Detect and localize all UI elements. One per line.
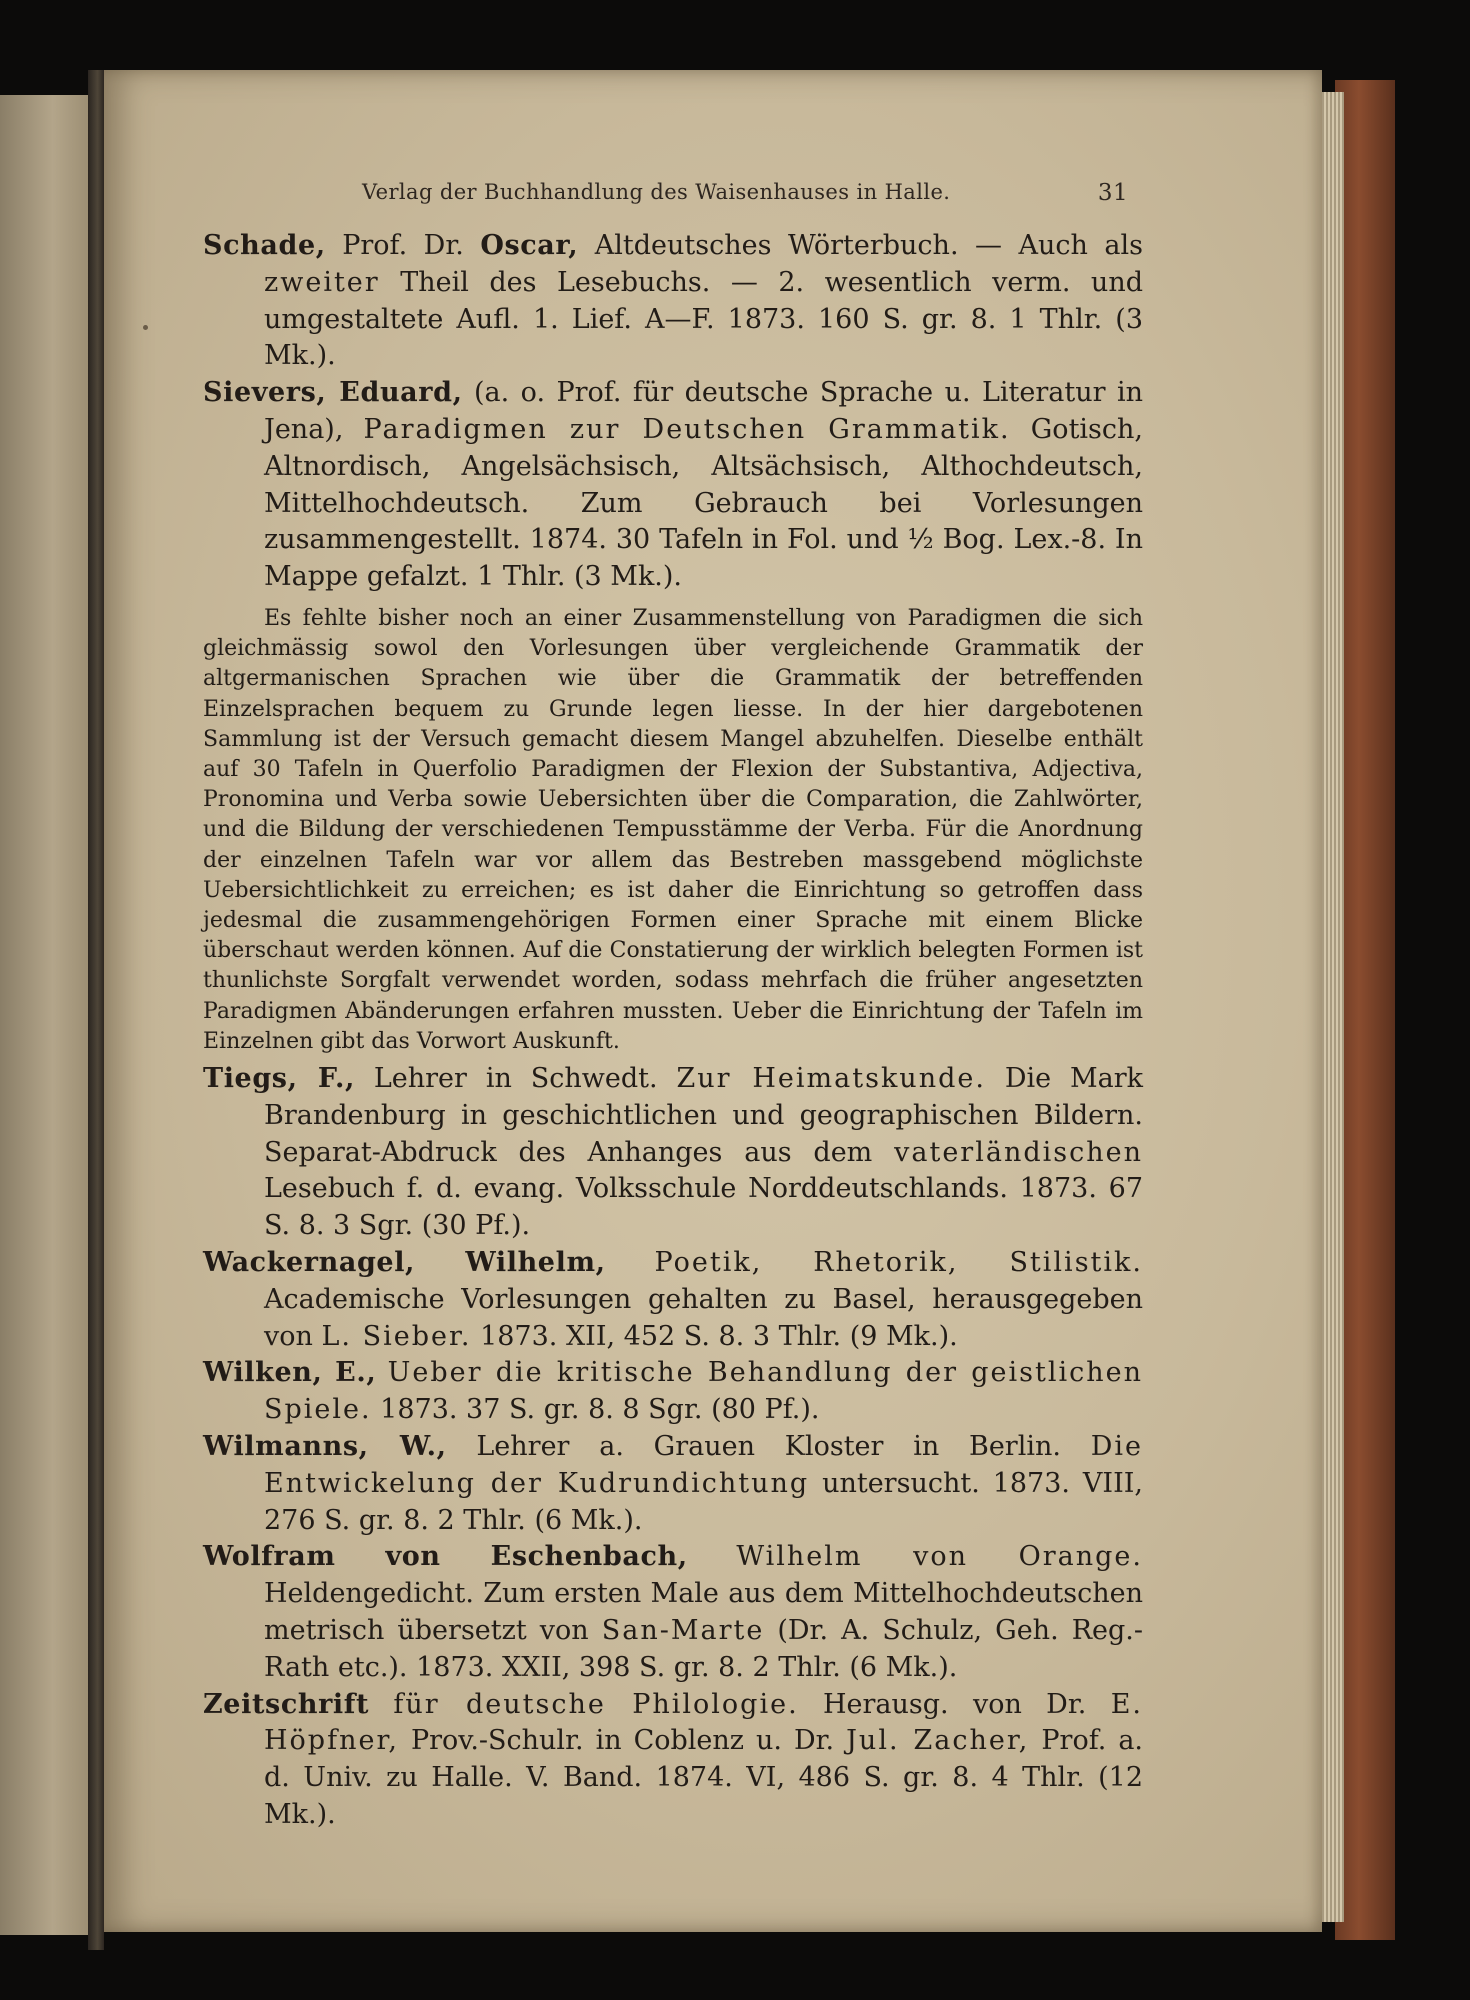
ink-spot xyxy=(143,325,148,330)
entry-author: Oscar, xyxy=(480,230,579,261)
entry-title: für deutsche Philologie. xyxy=(393,1688,799,1720)
entry-text: Lehrer in Schwedt. xyxy=(354,1063,677,1095)
entry-author: Tiegs, F., xyxy=(203,1063,355,1095)
entry-text xyxy=(376,1357,387,1388)
entry-text: (a. o. Prof. für deutsche Sprache u. Literatur in Jena), xyxy=(264,377,1143,445)
header-title: Verlag der Buchhandlung des Waisenhauses in Halle. xyxy=(362,180,951,204)
entry-title: Poetik, Rhetorik, Stilistik. xyxy=(654,1247,1143,1278)
entry-text: untersucht. 1873. VIII, 276 S. gr. 8. 2 Thlr. (6 Mk.). xyxy=(264,1467,1144,1536)
entry-title: zweiter xyxy=(264,266,380,298)
entry-title: Jul. Zacher, xyxy=(846,1725,1030,1757)
catalog-entry-wackernagel xyxy=(203,1245,1143,1355)
entry-title: Ueber die kritische Behandlung der geistlichen Spiele. xyxy=(264,1357,1143,1426)
page-number: 31 xyxy=(1097,180,1128,206)
entry-author: Wolfram von Eschenbach, xyxy=(203,1541,688,1573)
catalog-entry-sievers xyxy=(203,375,1143,596)
entry-title: Paradigmen zur Deutschen Grammatik. xyxy=(363,413,1011,445)
entry-text xyxy=(369,1689,393,1720)
entry-author: Sievers, Eduard, xyxy=(203,377,463,409)
entry-text: Prof. a. d. Univ. zu Halle. V. Band. 1874. VI, 486 S. gr. 8. 4 Thlr. (12 Mk.). xyxy=(264,1725,1143,1830)
entry-author: Wilken, E., xyxy=(203,1357,377,1389)
entry-author: Wackernagel, Wilhelm, xyxy=(203,1247,606,1278)
entry-text: Herausg. von Dr. xyxy=(798,1688,1111,1720)
entry-title: Die Entwickelung der Kudrundichtung xyxy=(264,1430,1143,1499)
entry-text: Altdeutsches Wörterbuch. — Auch als xyxy=(578,230,1143,261)
entry-author: Schade, xyxy=(203,230,326,261)
entry-text xyxy=(606,1247,655,1278)
entry-text: Lesebuch f. d. evang. Volksschule Norddeutschlands. 1873. 67 S. 8. 3 Sgr. (30 Pf.). xyxy=(264,1173,1143,1242)
entry-title: L. Sieber. xyxy=(321,1320,472,1352)
entry-text: Academische Vorlesungen gehalten zu Basel, herausgegeben von xyxy=(264,1283,1143,1352)
book-gutter xyxy=(88,70,104,1950)
catalog-entry-zeitschrift xyxy=(203,1687,1143,1834)
catalog-entry-tiegs xyxy=(203,1061,1143,1245)
entry-author: Wilmanns, W., xyxy=(203,1430,447,1462)
entry-title: E. Höpfner, xyxy=(264,1688,1143,1757)
entry-title: Zur Heimatskunde. xyxy=(676,1063,986,1095)
catalog-entry-wilken xyxy=(203,1355,1143,1429)
catalog-content xyxy=(203,228,1143,1834)
catalog-entry-schade xyxy=(203,228,1143,375)
entry-text: Die Mark Brandenburg in geschichtlichen und geographischen Bildern. Separat-Abdruck des Anhanges aus dem xyxy=(264,1063,1143,1168)
entry-text: Prov.-Schulr. in Coblenz u. Dr. xyxy=(398,1725,847,1757)
entry-text xyxy=(688,1541,737,1572)
catalog-entry-wolfram xyxy=(203,1539,1143,1686)
running-header xyxy=(362,172,1130,212)
left-page-edge xyxy=(0,95,90,1935)
entry-text: Theil des Lesebuchs. — 2. wesentlich verm. und umgestaltete Aufl. 1. Lief. A—F. 1873. 160 S. gr. 8. 1 Thlr. (3 Mk.). xyxy=(264,266,1143,372)
entry-text: Prof. Dr. xyxy=(325,230,481,261)
catalog-entry-wilmanns xyxy=(203,1429,1143,1539)
entry-author: Zeitschrift xyxy=(203,1688,370,1720)
book-cover-edge xyxy=(1335,80,1395,1940)
entry-text: Heldengedicht. Zum ersten Male aus dem Mittelhochdeutschen metrisch übersetzt von xyxy=(264,1578,1143,1646)
entry-text: 1873. 37 S. gr. 8. 8 Sgr. (80 Pf.). xyxy=(371,1394,820,1426)
entry-text: 1873. XII, 452 S. 8. 3 Thlr. (9 Mk.). xyxy=(471,1320,958,1352)
entry-title: Wilhelm von Orange. xyxy=(736,1541,1143,1573)
entry-title: vaterländischen xyxy=(894,1136,1143,1168)
entry-text: (Dr. A. Schulz, Geh. Reg.-Rath etc.). 1873. XXII, 398 S. gr. 8. 2 Thlr. (6 Mk.). xyxy=(264,1614,1143,1683)
entry-annotation: Es fehlte bisher noch an einer Zusammenstellung von Paradigmen die sich gleichmässig sowol den Vorlesungen über vergleichende Grammatik der altgermanischen Sprachen wie über die Grammatik der betreffenden Einzelsprachen bequem zu Grunde legen liesse. In der hier dargebotenen Sammlung ist der Versuch gemacht diesem Mangel abzuhelfen. Dieselbe enthält auf 30 Tafeln in Querfolio Paradigmen der Flexion der Substantiva, Adjectiva, Pronomina und Verba sowie Uebersichten über die Comparation, die Zahlwörter, und die Bildung der verschiedenen Tempusstämme der Verba. Für die Anordnung der einzelnen Tafeln war vor allem das Bestreben massgebend möglichste Uebersichtlichkeit zu erreichen; es ist daher die Einrichtung so getroffen dass jedesmal die zusammengehörigen Formen einer Sprache mit einem Blicke überschaut werden können. Auf die Constatierung der wirklich belegten Formen ist thunlichste Sorgfalt verwendet worden, sodass mehrfach die früher angesetzten Paradigmen Abänderungen erfahren mussten. Ueber die Einrichtung der Tafeln im Einzelnen gibt das Vorwort Auskunft. xyxy=(203,605,1143,1054)
entry-title: San-Marte xyxy=(601,1614,765,1646)
entry-text: Lehrer a. Grauen Kloster in Berlin. xyxy=(446,1430,1091,1462)
entry-text: Gotisch, Altnordisch, Angelsächsisch, Altsächsisch, Althochdeutsch, Mittelhochdeutsch. Zum Gebrauch bei Vorlesungen zusammengestellt. 1874. 30 Tafeln in Fol. und ½ Bog. Lex.-8. In Mappe gefalzt. 1 Thlr. (3 Mk.). xyxy=(264,413,1144,593)
